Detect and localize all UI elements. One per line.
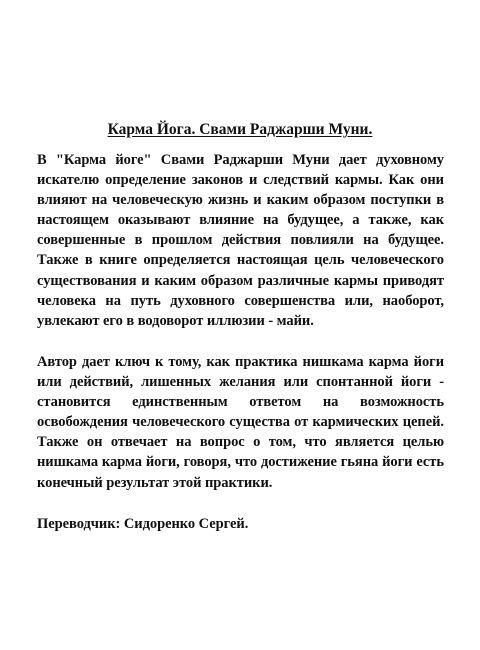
translator-credit: Переводчик: Сидоренко Сергей. bbox=[37, 516, 249, 532]
paragraph-karma-definition: В "Карма йоге" Свами Раджарши Муни дает духовному искателю определение законов и следствий кармы. Как они влияют на человеческую жизнь и каким образом поступки в настоящем оказывают влияние на будущее, а также, как совершенные в прошлом действия повлияли на будущее. Также в книге определяется настоящая цель человеческого существования и каким образом различные кармы приводят человека на путь духовного совершенства или, наоборот, увлекают его в водоворот иллюзии - майи. bbox=[37, 152, 444, 329]
paragraph-nishkama-karma-yoga: Автор дает ключ к тому, как практика нишкама карма йоги или действий, лишенных желания или спонтанной йоги - становится единственным ответом на возможность освобождения человеческого существа от кармических цепей. Также он отвечает на вопрос о том, что является целью нишкама карма йоги, говоря, что достижение гьяна йоги есть конечный результат этой практики. bbox=[37, 354, 444, 491]
document-title: Карма Йога. Свами Раджарши Муни. bbox=[107, 121, 373, 138]
